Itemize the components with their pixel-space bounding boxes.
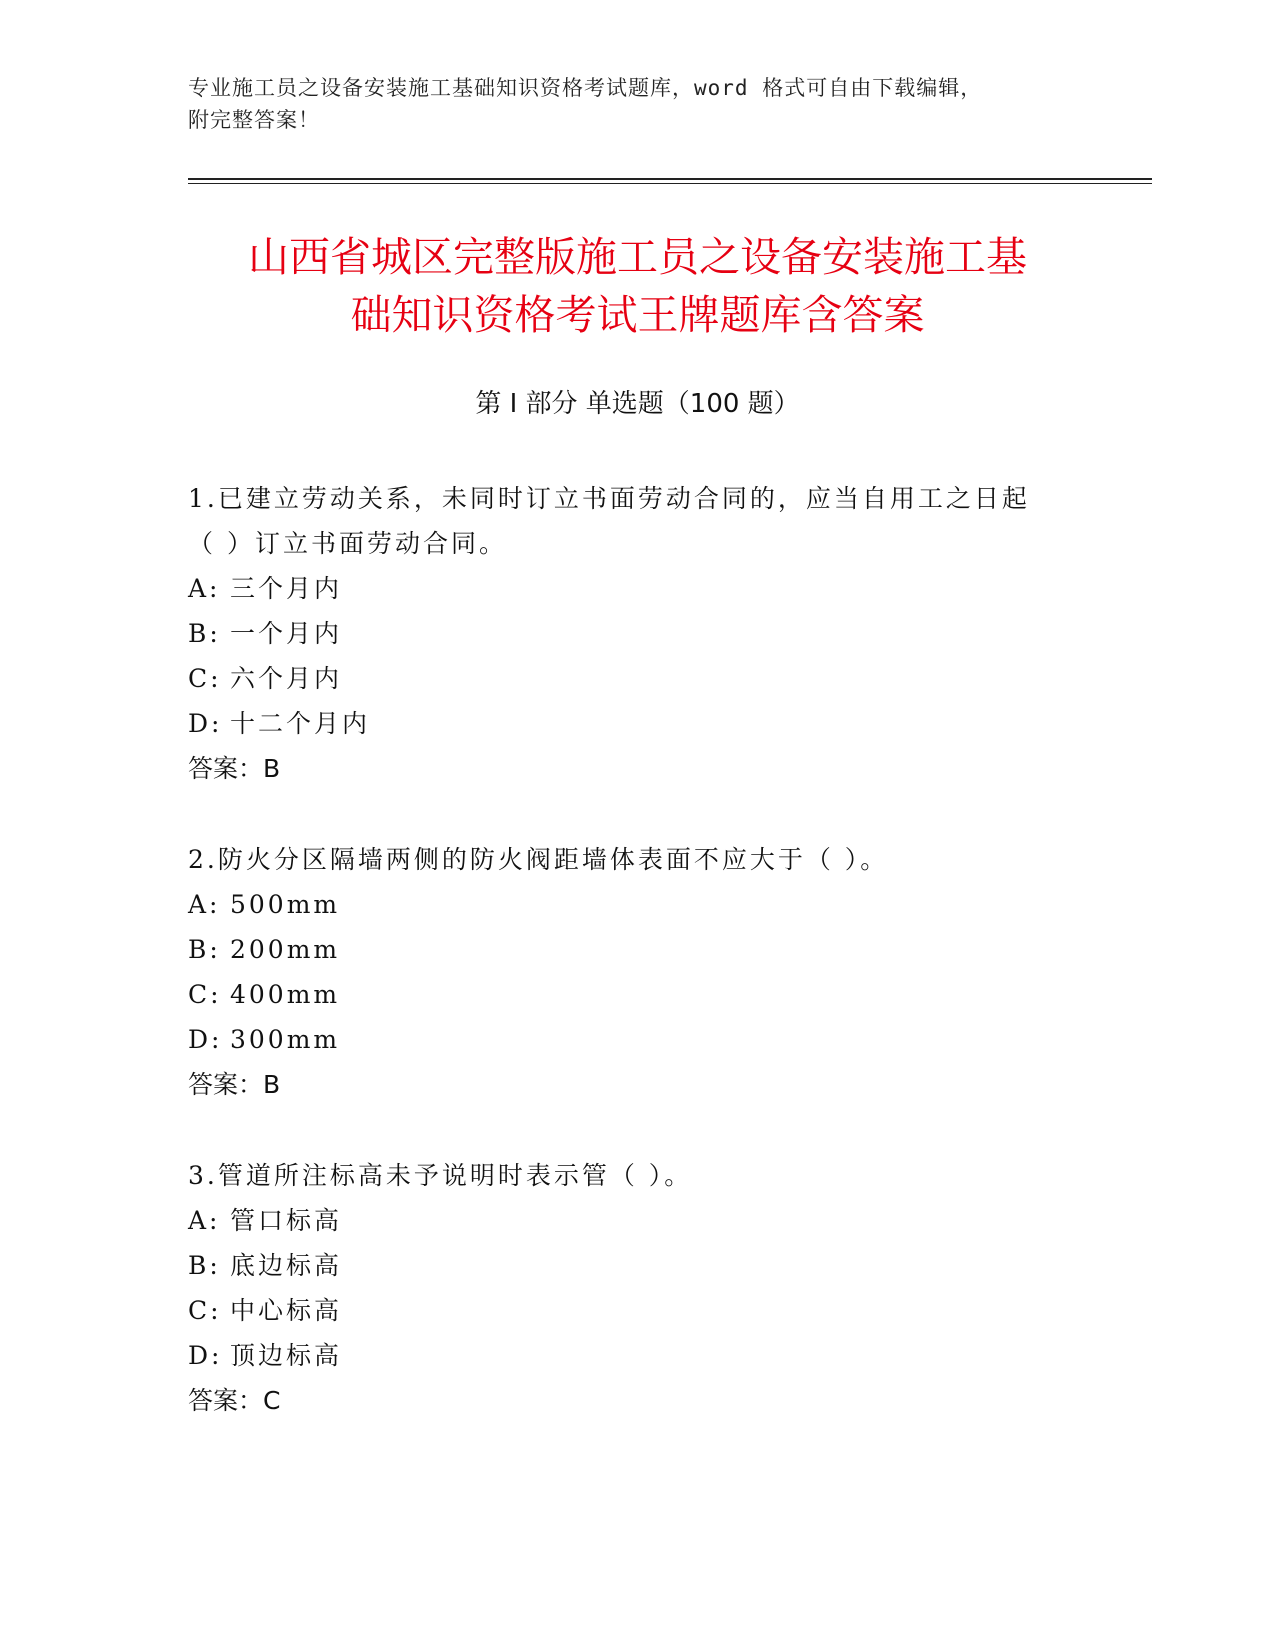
header-note-line-1: 专业施工员之设备安装施工基础知识资格考试题库，word 格式可自由下载编辑，	[188, 76, 983, 100]
option-text: 200mm	[230, 935, 341, 964]
option-letter: C:	[188, 664, 222, 693]
question-1	[188, 476, 1088, 791]
header-note	[188, 72, 1088, 136]
header-divider-thick	[188, 178, 1152, 180]
option-letter: B:	[188, 619, 221, 648]
option-a	[188, 1198, 1088, 1243]
question-stem: 2.防火分区隔墙两侧的防火阀距墙体表面不应大于（ ）。	[188, 845, 889, 874]
option-letter: A:	[188, 574, 221, 603]
option-b	[188, 1243, 1088, 1288]
header-note-line-2: 附完整答案！	[188, 108, 320, 132]
document-title-line-2: 础知识资格考试王牌题库含答案	[350, 291, 925, 339]
answer-line: 答案：B	[188, 1070, 281, 1099]
option-text: 顶边标高	[230, 1341, 343, 1370]
option-a	[188, 882, 1088, 927]
option-text: 六个月内	[230, 664, 343, 693]
question-stem: 1.已建立劳动关系，未同时订立书面劳动合同的，应当自用工之日起	[188, 484, 1030, 513]
option-text: 底边标高	[230, 1251, 343, 1280]
option-c	[188, 656, 1088, 701]
option-letter: D:	[188, 1341, 223, 1370]
option-c	[188, 1288, 1088, 1333]
option-letter: A:	[188, 1206, 221, 1235]
option-letter: C:	[188, 980, 222, 1009]
option-text: 十二个月内	[230, 709, 371, 738]
question-stem: 3.管道所注标高未予说明时表示管（ ）。	[188, 1161, 693, 1190]
option-letter: B:	[188, 935, 221, 964]
document-title-line-1: 山西省城区完整版施工员之设备安装施工基	[248, 233, 1027, 281]
section-heading: 第 I 部分 单选题（100 题）	[475, 389, 800, 419]
question-stem-continued: （ ）订立书面劳动合同。	[188, 529, 507, 558]
option-d	[188, 1017, 1088, 1062]
question-2	[188, 837, 1088, 1107]
option-b	[188, 611, 1088, 656]
option-text: 管口标高	[230, 1206, 343, 1235]
option-letter: D:	[188, 1025, 223, 1054]
answer-line: 答案：B	[188, 754, 281, 783]
option-text: 500mm	[230, 890, 341, 919]
option-text: 一个月内	[230, 619, 343, 648]
question-list	[188, 476, 1088, 1469]
document-title	[150, 228, 1125, 344]
option-text: 300mm	[230, 1025, 341, 1054]
question-3	[188, 1153, 1088, 1423]
option-text: 中心标高	[230, 1296, 343, 1325]
answer-line: 答案：C	[188, 1386, 281, 1415]
option-d	[188, 701, 1088, 746]
option-letter: A:	[188, 890, 221, 919]
header-divider-thin	[188, 183, 1152, 184]
option-text: 400mm	[230, 980, 341, 1009]
option-b	[188, 927, 1088, 972]
option-letter: B:	[188, 1251, 221, 1280]
option-letter: D:	[188, 709, 223, 738]
option-d	[188, 1333, 1088, 1378]
option-text: 三个月内	[230, 574, 343, 603]
option-letter: C:	[188, 1296, 222, 1325]
option-c	[188, 972, 1088, 1017]
option-a	[188, 566, 1088, 611]
